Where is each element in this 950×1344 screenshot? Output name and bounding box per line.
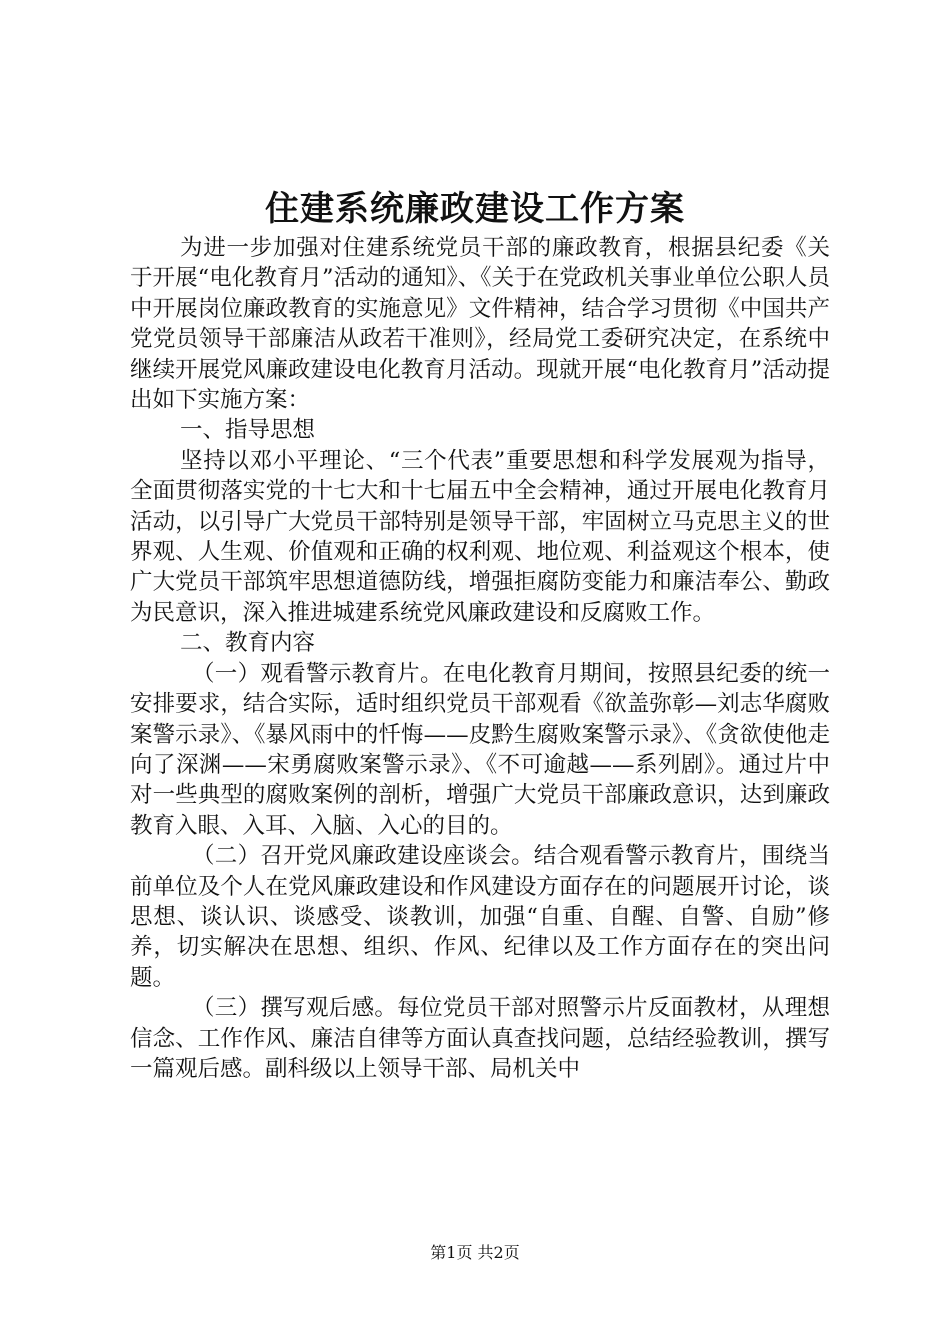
page-number-footer: 第1页 共2页 (430, 1243, 520, 1262)
section-heading-guiding-ideology: 一、指导思想 (180, 417, 316, 444)
document-title: 住建系统廉政建设工作方案 (265, 189, 685, 229)
intro-paragraph: 为进一步加强对住建系统党员干部的廉政教育，根据县纪委《关于开展“电化教育月”活动的通知》、《关于在党政机关事业单位公职人员中开展岗位廉政教育的实施意见》文件精神，结合学习贯彻《中国共产党党员领导干部廉洁从政若干准则》，经局党工委研究决定，在系统中继续开展党风廉政建设电化教育月活动。现就开展“电化教育月”活动提出如下实施方案： (130, 235, 830, 414)
guiding-ideology-paragraph: 坚持以邓小平理论、“三个代表”重要思想和科学发展观为指导，全面贯彻落实党的十七大和十七届五中全会精神，通过开展电化教育月活动，以引导广大党员干部特别是领导干部，牢固树立马克思主义的世界观、人生观、价值观和正确的权利观、地位观、利益观这个根本，使广大党员干部筑牢思想道德防线，增强拒腐防变能力和廉洁奉公、勤政为民意识，深入推进城建系统党风廉政建设和反腐败工作。 (130, 447, 830, 626)
document-body (130, 233, 830, 1084)
item-1-paragraph: （一）观看警示教育片。在电化教育月期间，按照县纪委的统一安排要求，结合实际，适时组织党员干部观看《欲盖弥彰—刘志华腐败案警示录》、《暴风雨中的忏悔——皮黔生腐败案警示录》、《贪欲使他走向了深渊——宋勇腐败案警示录》、《不可逾越——系列剧》。通过片中对一些典型的腐败案例的剖析，增强广大党员干部廉政意识，达到廉政教育入眼、入耳、入脑、入心的目的。 (130, 660, 830, 839)
item-2-paragraph: （二）召开党风廉政建设座谈会。结合观看警示教育片，围绕当前单位及个人在党风廉政建设和作风建设方面存在的问题展开讨论，谈思想、谈认识、谈感受、谈教训，加强“自重、自醒、自警、自励”修养，切实解决在思想、组织、作风、纪律以及工作方面存在的突出问题。 (130, 843, 830, 991)
section-heading-education-content: 二、教育内容 (180, 630, 316, 657)
item-3-paragraph: （三）撰写观后感。每位党员干部对照警示片反面教材，从理想信念、工作作风、廉洁自律等方面认真查找问题，总结经验教训，撰写一篇观后感。副科级以上领导干部、局机关中 (130, 995, 830, 1082)
